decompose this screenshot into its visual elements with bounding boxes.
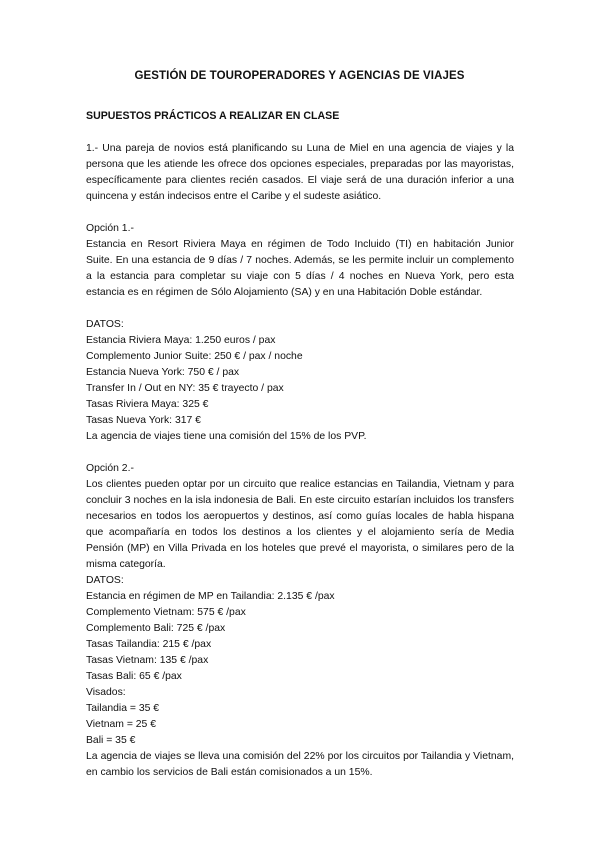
section-subtitle: SUPUESTOS PRÁCTICOS A REALIZAR EN CLASE (86, 110, 340, 122)
list-item: Tailandia = 35 € (86, 703, 160, 714)
list-item: Complemento Junior Suite: 250 € / pax / noche (86, 351, 303, 362)
option2-data-list (86, 589, 514, 749)
option1-text: Estancia en Resort Riviera Maya en régimen de Todo Incluido (TI) en habitación Junior Suite. En una estancia de 9 días / 7 noches. Además, se les permite incluir un complemento a la estancia para completar su viaje con 5 días / 4 noches en Nueva York, pero esta estancia es en régimen de Sólo Alojamiento (SA) y en una Habitación Doble estándar. (86, 239, 514, 298)
option2-closing-text: La agencia de viajes se lleva una comisión del 22% por los circuitos por Tailandia y Vietnam, en cambio los servicios de Bali están comisionados a un 15%. (86, 751, 514, 778)
list-item: Complemento Bali: 725 € /pax (86, 623, 226, 634)
option1-paragraph (86, 237, 514, 301)
list-item: Visados: (86, 687, 126, 698)
option2-text: Los clientes pueden optar por un circuito que realice estancias en Tailandia, Vietnam y para concluir 3 noches en la isla indonesia de Bali. En este circuito estarían incluidos los transfers necesarios en todos los aeropuertos y destinos, así como guías locales de habla hispana que acompañaría en todos los destinos a los clientes y el alojamiento sería de Media Pensión (MP) en Villa Privada en los hoteles que prevé el mayorista, o similares pero de la misma categoría. (86, 479, 514, 570)
list-item: Estancia Nueva York: 750 € / pax (86, 367, 240, 378)
option2-paragraph (86, 477, 514, 573)
list-item: Tasas Bali: 65 € /pax (86, 671, 182, 682)
list-item: Tasas Riviera Maya: 325 € (86, 399, 209, 410)
option1-heading: Opción 1.- (86, 223, 134, 234)
page-title: GESTIÓN DE TOUROPERADORES Y AGENCIAS DE VIAJES (134, 70, 465, 82)
list-item: Complemento Vietnam: 575 € /pax (86, 607, 246, 618)
list-item: Transfer In / Out en NY: 35 € trayecto / pax (86, 383, 284, 394)
list-item: Bali = 35 € (86, 735, 136, 746)
option2-heading: Opción 2.- (86, 463, 134, 474)
list-item: Estancia Riviera Maya: 1.250 euros / pax (86, 335, 276, 346)
option1-data-heading: DATOS: (86, 319, 124, 330)
option2-closing-paragraph (86, 749, 514, 781)
list-item: Tasas Nueva York: 317 € (86, 415, 201, 426)
list-item: Tasas Tailandia: 215 € /pax (86, 639, 212, 650)
list-item: Vietnam = 25 € (86, 719, 156, 730)
list-item: Tasas Vietnam: 135 € /pax (86, 655, 209, 666)
option2-data-heading: DATOS: (86, 575, 124, 586)
intro-paragraph (86, 141, 514, 205)
option1-data-list (86, 333, 514, 445)
list-item: La agencia de viajes tiene una comisión del 15% de los PVP. (86, 431, 367, 442)
intro-text: 1.- Una pareja de novios está planificando su Luna de Miel en una agencia de viajes y la persona que les atiende les ofrece dos opciones especiales, preparadas por las mayoristas, específicamente para clientes recién casados. El viaje será de una duración inferior a una quincena y están indecisos entre el Caribe y el sudeste asiático. (86, 143, 514, 202)
list-item: Estancia en régimen de MP en Tailandia: 2.135 € /pax (86, 591, 335, 602)
